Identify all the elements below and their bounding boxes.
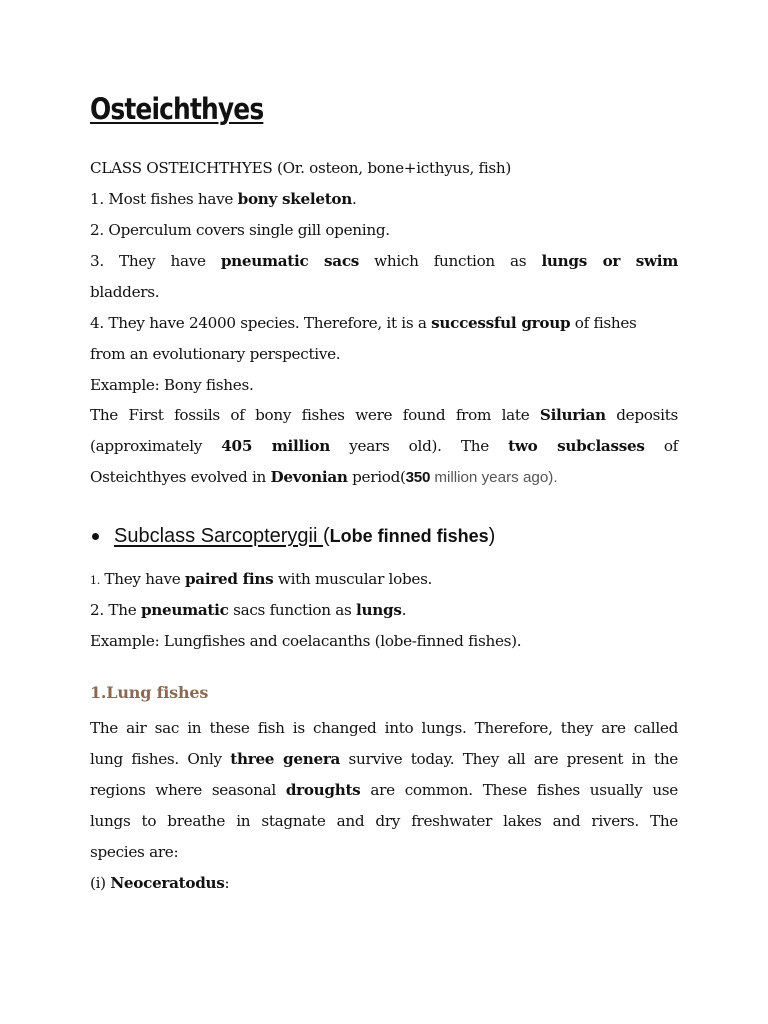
point-3-line-1: 3. They have pneumatic sacs which function as lungs or swim (90, 252, 678, 270)
lungfish-line-3: regions where seasonal droughts are common. These fishes usually use (90, 781, 678, 799)
point-4-line-2: from an evolutionary perspective. (90, 345, 341, 363)
lung-fishes-heading: 1.Lung fishes (90, 683, 209, 702)
page-title: Osteichthyes (90, 92, 264, 126)
point-4-line-1: 4. They have 24000 species. Therefore, it is a successful group of fishes (90, 314, 637, 332)
fossil-line-1: The First fossils of bony fishes were found from late Silurian deposits (90, 406, 678, 424)
subclass-point-1: 1. They have paired fins with muscular lobes. (90, 570, 433, 588)
class-line: CLASS OSTEICHTHYES (Or. osteon, bone+icthyus, fish) (90, 159, 512, 177)
species-neoceratodus: (i) Neoceratodus: (90, 874, 230, 892)
fossil-line-3: Osteichthyes evolved in Devonian period(350 million years ago). (90, 468, 558, 486)
lungfish-line-5: species are: (90, 843, 179, 861)
subclass-heading: Subclass Sarcopterygii (Lobe finned fishes) (114, 524, 495, 548)
subclass-example: Example: Lungfishes and coelacanths (lobe-finned fishes). (90, 632, 522, 650)
bullet-icon (92, 533, 99, 540)
lungfish-line-4: lungs to breathe in stagnate and dry freshwater lakes and rivers. The (90, 812, 678, 830)
point-2: 2. Operculum covers single gill opening. (90, 221, 390, 239)
example-line: Example: Bony fishes. (90, 376, 254, 394)
fossil-line-2: (approximately 405 million years old). The two subclasses of (90, 437, 678, 455)
lungfish-line-1: The air sac in these fish is changed into lungs. Therefore, they are called (90, 719, 678, 737)
point-1: 1. Most fishes have bony skeleton. (90, 190, 357, 208)
lungfish-line-2: lung fishes. Only three genera survive today. They all are present in the (90, 750, 678, 768)
point-3-line-2: bladders. (90, 283, 160, 301)
subclass-point-2: 2. The pneumatic sacs function as lungs. (90, 601, 407, 619)
